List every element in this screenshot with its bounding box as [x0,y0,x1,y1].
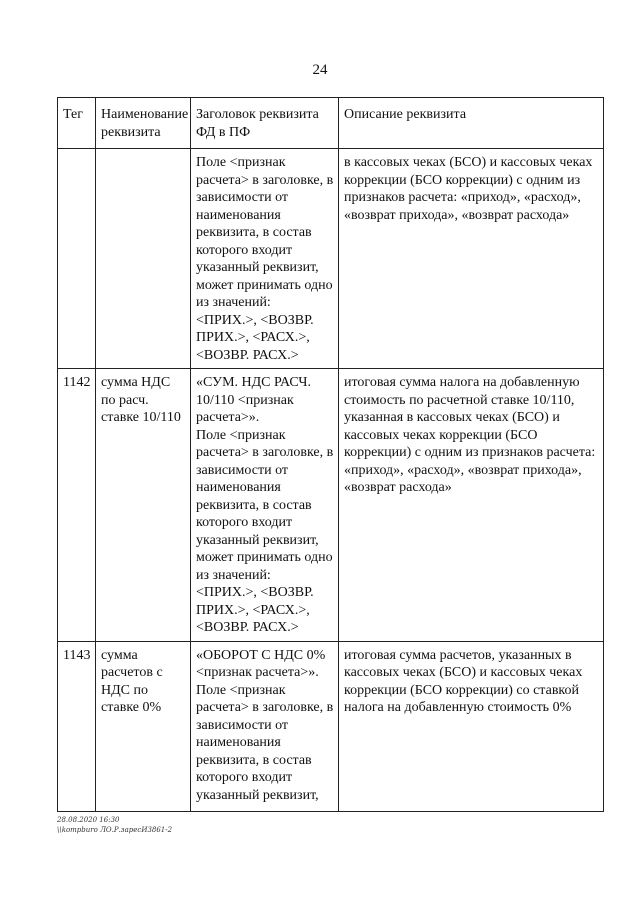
footer-path: \\kompburo ЛО.Р.заресИ3861-2 [57,826,173,834]
cell-tag: 1142 [58,369,96,642]
cell-header: «СУМ. НДС РАСЧ. 10/110 <признак расчета>». Поле <признак расчета> в заголовке, в зависимости от наименования реквизита, в состав которого входит указанный реквизит, может принимать одно из значений: <ПРИХ.>, <ВОЗВР. ПРИХ.>, <РАСХ.>, <ВОЗВР. РАСХ.> [191,369,339,642]
header-title: Заголовок реквизита ФД в ПФ [191,98,339,149]
cell-description: в кассовых чеках (БСО) и кассовых чеках коррекции (БСО коррекции) с одним из признаков расчета: «приход», «расход», «возврат прихода», «возврат расхода» [339,149,604,369]
cell-description: итоговая сумма налога на добавленную стоимость по расчетной ставке 10/110, указанная в кассовых чеках (БСО) и кассовых чеках коррекции (БСО коррекции) с одним из признаков расчета: «приход», «расход», «возврат прихода», «возврат расхода» [339,369,604,642]
page-number: 24 [312,62,328,78]
header-description: Описание реквизита [339,98,604,149]
table-header-row [58,98,604,149]
table-row [58,641,604,811]
header-tag: Тег [58,98,96,149]
footer-stamp [57,815,172,835]
cell-name: сумма расчетов с НДС по ставке 0% [96,641,191,811]
header-name: Наименование реквизита [96,98,191,149]
cell-description: итоговая сумма расчетов, указанных в кассовых чеках (БСО) и кассовых чеках коррекции (БСО коррекции) со ставкой налога на добавленную стоимость 0% [339,641,604,811]
cell-header: «ОБОРОТ С НДС 0% <признак расчета>». Поле <признак расчета> в заголовке, в зависимости от наименования реквизита, в состав которого входит указанный реквизит, [191,641,339,811]
table-row [58,149,604,369]
cell-name: сумма НДС по расч. ставке 10/110 [96,369,191,642]
table-row [58,369,604,642]
footer-date: 28.08.2020 16:30 [57,816,120,824]
cell-tag: 1143 [58,641,96,811]
cell-header: Поле <признак расчета> в заголовке, в зависимости от наименования реквизита, в состав которого входит указанный реквизит, может принимать одно из значений: <ПРИХ.>, <ВОЗВР. ПРИХ.>, <РАСХ.>, <ВОЗВР. РАСХ.> [191,149,339,369]
requisites-table [57,97,604,812]
cell-name [96,149,191,369]
cell-tag [58,149,96,369]
